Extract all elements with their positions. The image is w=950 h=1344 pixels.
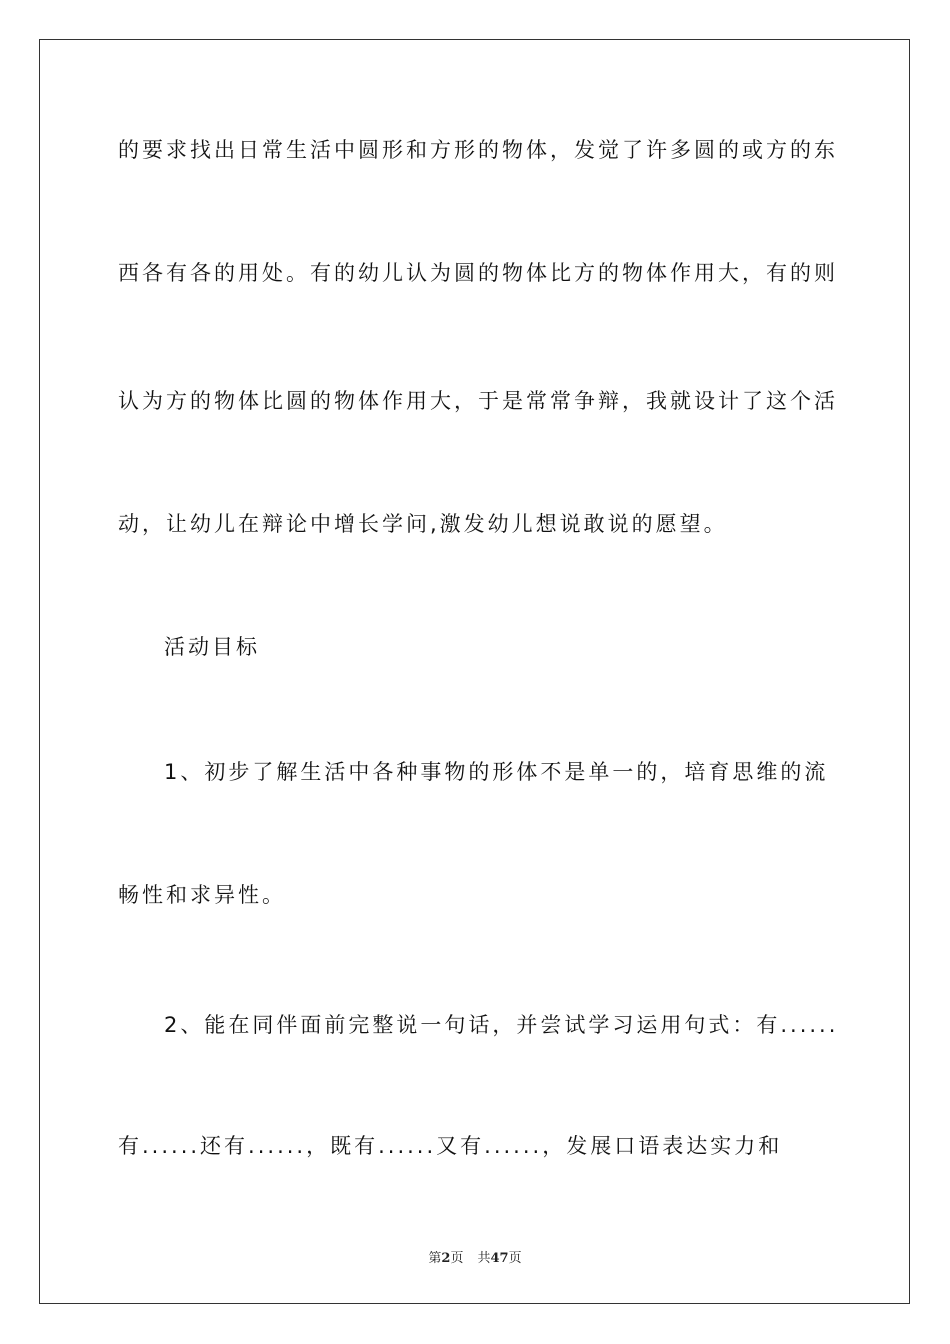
- body-text-line-1: 的要求找出日常生活中圆形和方形的物体，发觉了许多圆的或方的东: [118, 138, 838, 162]
- body-text-line-3: 认为方的物体比圆的物体作用大，于是常常争辩，我就设计了这个活: [118, 389, 838, 413]
- section-heading: 活动目标: [164, 635, 260, 659]
- objective-2-line-2: 有......还有......，既有......又有......，发展口语表达实力和: [118, 1134, 783, 1158]
- body-text-line-4: 动，让幼儿在辩论中增长学问,激发幼儿想说敢说的愿望。: [118, 512, 728, 536]
- page-prefix: 第: [428, 1251, 442, 1266]
- objective-1-line-2: 畅性和求异性。: [118, 883, 286, 907]
- page-suffix: 页: [450, 1251, 464, 1266]
- objective-1-line-1: 1、初步了解生活中各种事物的形体不是单一的，培育思维的流: [164, 760, 829, 784]
- objective-2-line-1: 2、能在同伴面前完整说一句话，并尝试学习运用句式：有......: [164, 1013, 839, 1037]
- page-border: [39, 39, 910, 1304]
- total-suffix: 页: [508, 1251, 522, 1266]
- body-text-line-2: 西各有各的用处。有的幼儿认为圆的物体比方的物体作用大，有的则: [118, 261, 838, 285]
- total-prefix: 共: [477, 1251, 491, 1266]
- page-current: 2: [441, 1251, 451, 1266]
- page-footer: [0, 1247, 950, 1266]
- page-total: 47: [490, 1251, 509, 1266]
